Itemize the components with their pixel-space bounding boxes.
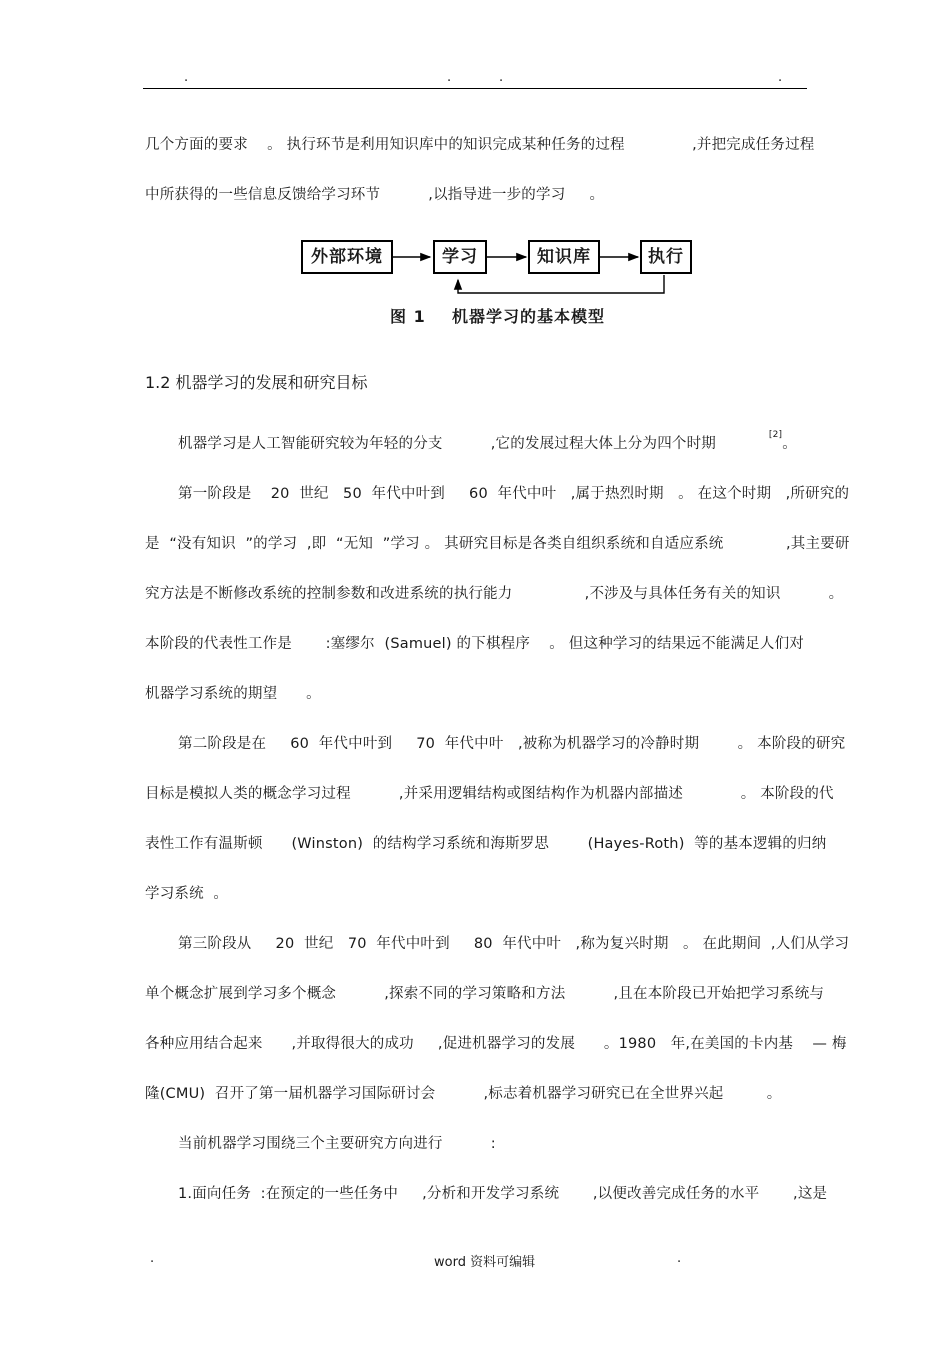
paragraph-line: 表性工作有温斯顿 (Winston) 的结构学习系统和海斯罗思 (Hayes-Roth) 等的基本逻辑的归纳: [145, 836, 827, 852]
paragraph-line: 单个概念扩展到学习多个概念 ,探索不同的学习策略和方法 ,且在本阶段已开始把学习系统与: [145, 986, 825, 1002]
paragraph-line: 1.面向任务 :在预定的一些任务中 ,分析和开发学习系统 ,以便改善完成任务的水平 ,这是: [178, 1186, 828, 1202]
header-dot: .: [499, 70, 504, 85]
footer-dot: .: [677, 1251, 682, 1266]
paragraph-line: 第二阶段是在 60 年代中叶到 70 年代中叶 ,被称为机器学习的冷静时期 。 本阶段的研究: [178, 736, 846, 752]
header-dot: .: [778, 70, 783, 85]
paragraph-line: 第三阶段从 20 世纪 70 年代中叶到 80 年代中叶 ,称为复兴时期 。 在此期间 ,人们从学习: [178, 936, 850, 952]
paragraph-line: [178, 432, 797, 453]
section-heading: 1.2 机器学习的发展和研究目标: [145, 373, 368, 392]
paragraph-line: 究方法是不断修改系统的控制参数和改进系统的执行能力 ,不涉及与具体任务有关的知识 。: [145, 586, 844, 602]
p1-text: 机器学习是人工智能研究较为年轻的分支 ,它的发展过程大体上分为四个时期: [178, 436, 769, 452]
header-rule: [143, 88, 807, 89]
footer-text: word 资料可编辑: [434, 1255, 536, 1270]
box-learning: 学习: [433, 240, 487, 274]
box-knowledge-base: 知识库: [528, 240, 600, 274]
header-dot: .: [184, 70, 189, 85]
figure-caption: 图 1 机器学习的基本模型: [390, 307, 605, 326]
box-external-environment: 外部环境: [301, 240, 393, 274]
intro-line-1: 几个方面的要求 。 执行环节是利用知识库中的知识完成某种任务的过程 ,并把完成任务过程: [145, 137, 815, 153]
citation-ref[interactable]: [2]: [768, 430, 783, 440]
paragraph-line: 机器学习系统的期望 。: [145, 686, 321, 702]
p1-end: 。: [782, 436, 797, 452]
arrow-feedback: [458, 275, 664, 293]
box-execution: 执行: [640, 240, 692, 274]
paragraph-line: 学习系统 。: [145, 886, 229, 902]
footer-dot: .: [150, 1251, 155, 1266]
intro-line-2: 中所获得的一些信息反馈给学习环节 ,以指导进一步的学习 。: [145, 187, 605, 203]
figure-1: [298, 236, 698, 331]
header-dot: .: [447, 70, 452, 85]
paragraph-line: 各种应用结合起来 ,并取得很大的成功 ,促进机器学习的发展 。1980 年,在美国的卡内基 — 梅: [145, 1036, 847, 1052]
paragraph-line: 是 “没有知识 ”的学习 ,即 “无知 ”学习 。 其研究目标是各类自组织系统和自适应系统 ,其主要研: [145, 536, 850, 552]
paragraph-line: 本阶段的代表性工作是 :塞缪尔 (Samuel) 的下棋程序 。 但这种学习的结果远不能满足人们对: [145, 636, 804, 652]
paragraph-line: 第一阶段是 20 世纪 50 年代中叶到 60 年代中叶 ,属于热烈时期 。 在这个时期 ,所研究的: [178, 486, 850, 502]
paragraph-line: 当前机器学习围绕三个主要研究方向进行 :: [178, 1136, 496, 1152]
paragraph-line: 目标是模拟人类的概念学习过程 ,并采用逻辑结构或图结构作为机器内部描述 。 本阶段的代: [145, 786, 834, 802]
paragraph-line: 隆(CMU) 召开了第一届机器学习国际研讨会 ,标志着机器学习研究已在全世界兴起 。: [145, 1086, 782, 1102]
